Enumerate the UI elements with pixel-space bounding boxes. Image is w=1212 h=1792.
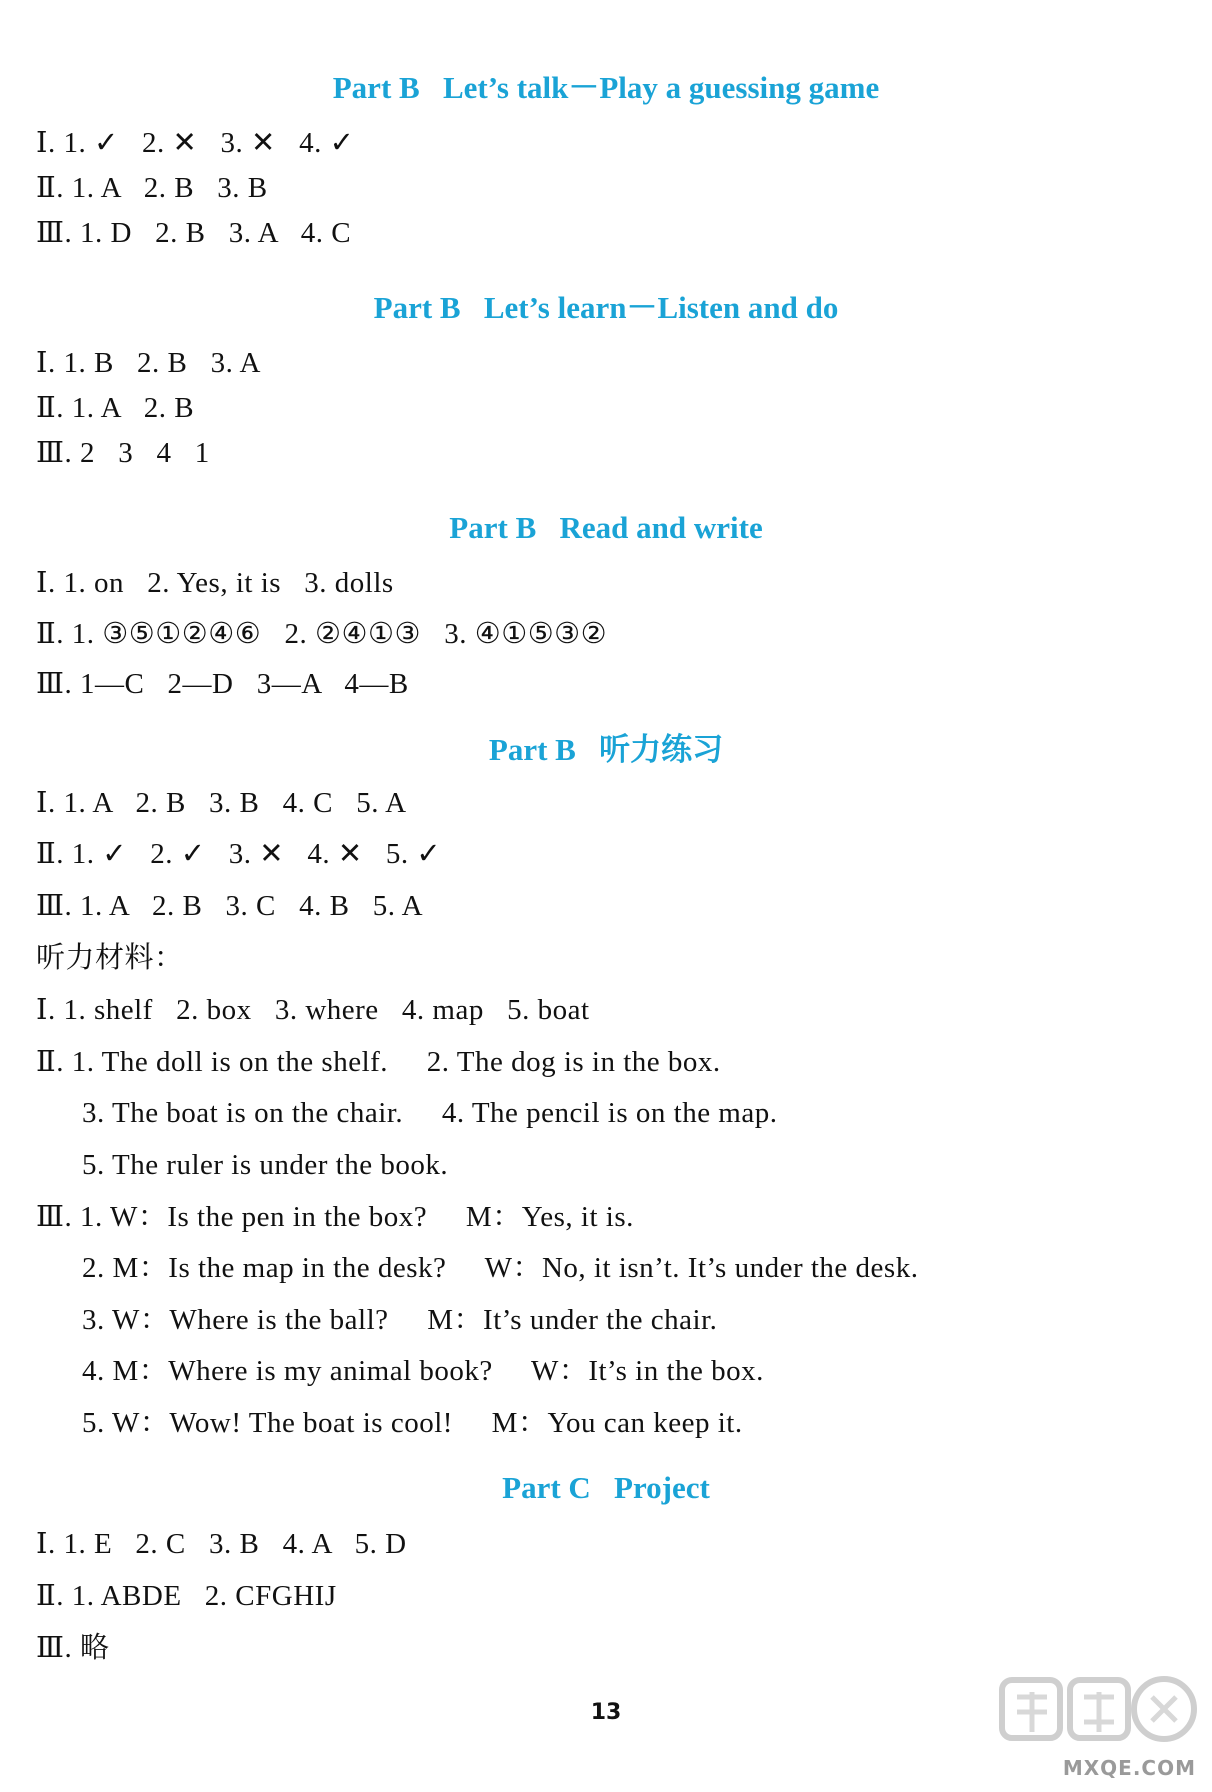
listening-line: 5. The ruler is under the book. [82,1149,449,1181]
answer-line: Ⅲ. 1. D 2. B 3. A 4. C [36,217,352,249]
answer-line: Ⅱ. 1. A 2. B 3. B [36,172,268,204]
listening-line: 5. W：Wow! The boat is cool! M：You can keep it. [82,1407,743,1439]
answer-line: Ⅰ. 1. on 2. Yes, it is 3. dolls [36,567,394,599]
section-title-learn: Part B Let’s learn－Listen and do [373,290,839,325]
answer-line: Ⅲ. 1. A 2. B 3. C 4. B 5. A [36,890,424,922]
answer-line: Ⅲ. 略 [36,1632,110,1664]
listening-line: 3. The boat is on the chair. 4. The pencil is on the map. [82,1097,778,1129]
watermark-text: MXQE.COM [1062,1756,1196,1780]
listening-line: Ⅰ. 1. shelf 2. box 3. where 4. map 5. boat [36,994,590,1026]
section-title-project: Part C Project [502,1470,710,1505]
answer-line: Ⅲ. 1—C 2—D 3—A 4—B [36,668,409,700]
answer-line: Ⅰ. 1. E 2. C 3. B 4. A 5. D [36,1528,407,1560]
watermark-logo [992,1662,1202,1782]
section-title-talk: Part B Let’s talk－Play a guessing game [332,70,880,105]
listening-heading: 听力材料： [36,942,184,974]
listening-line: Ⅱ. 1. The doll is on the shelf. 2. The dog is in the box. [36,1046,721,1078]
answer-line: Ⅰ. 1. A 2. B 3. B 4. C 5. A [36,787,407,819]
listening-line: 2. M：Is the map in the desk? W：No, it isn’t. It’s under the desk. [82,1252,919,1284]
answer-line: Ⅱ. 1. ✓ 2. ✓ 3. ✕ 4. ✕ 5. ✓ [36,838,442,870]
listening-line: Ⅲ. 1. W：Is the pen in the box? M：Yes, it is. [36,1201,634,1233]
listening-line: 3. W：Where is the ball? M：It’s under the chair. [82,1304,718,1336]
page-number: 13 [590,1700,622,1725]
answer-line: Ⅱ. 1. ABDE 2. CFGHIJ [36,1580,337,1612]
section-title-read-write: Part B Read and write [449,510,763,545]
listening-line: 4. M：Where is my animal book? W：It’s in the box. [82,1355,764,1387]
answer-line: Ⅰ. 1. ✓ 2. ✕ 3. ✕ 4. ✓ [36,127,355,159]
watermark-icon [992,1662,1202,1762]
answer-line: Ⅰ. 1. B 2. B 3. A [36,347,261,379]
section-title-listening: Part B 听力练习 [488,732,724,767]
answer-line: Ⅲ. 2 3 4 1 [36,437,210,469]
answer-line: Ⅱ. 1. A 2. B [36,392,195,424]
answer-line: Ⅱ. 1. ③⑤①②④⑥ 2. ②④①③ 3. ④①⑤③② [36,618,608,650]
